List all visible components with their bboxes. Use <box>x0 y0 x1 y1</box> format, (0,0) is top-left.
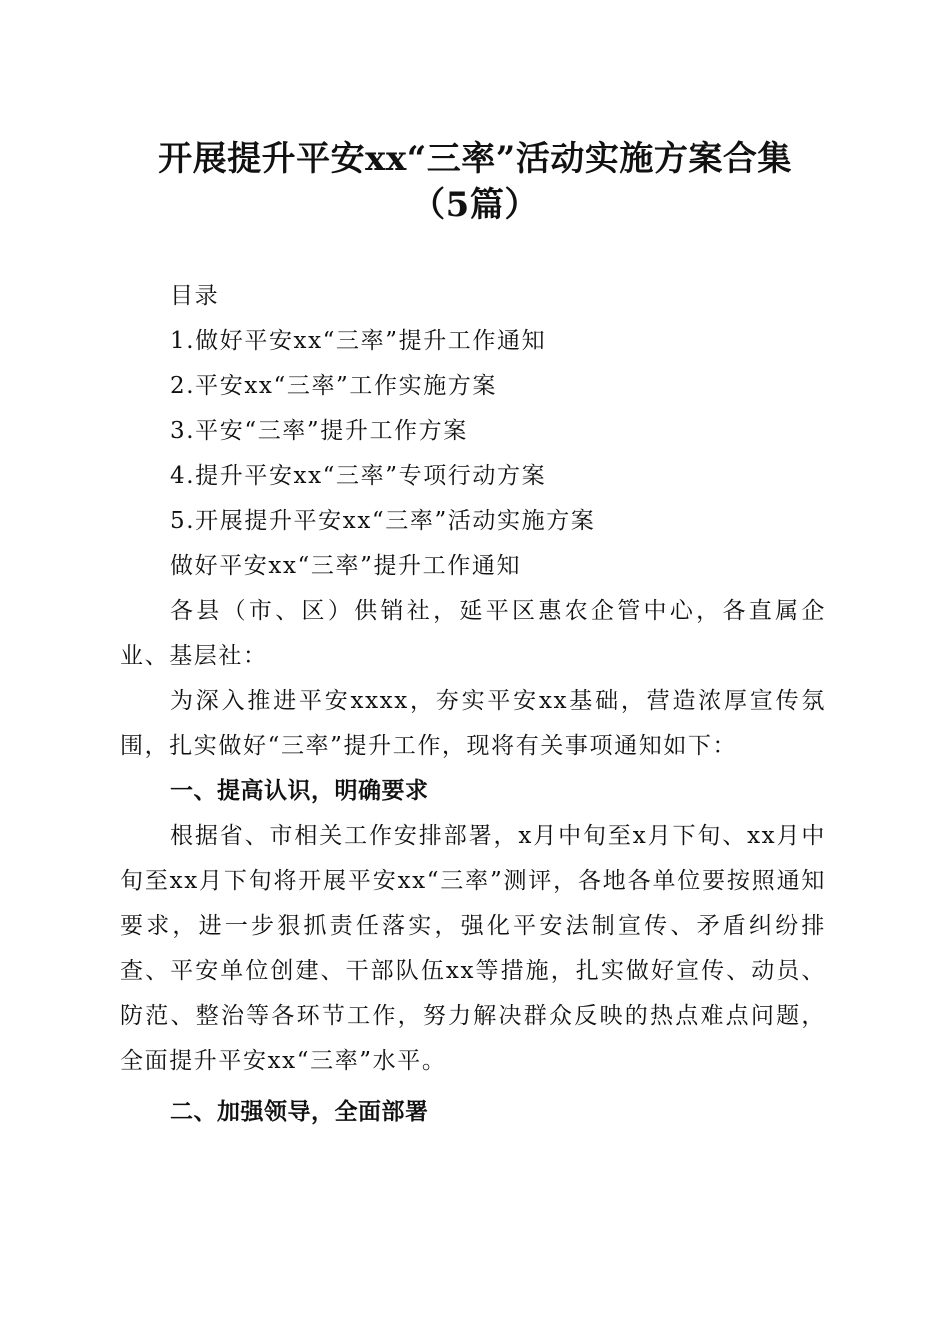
toc-item-5: 5.开展提升平安xx“三率”活动实施方案 <box>170 508 596 534</box>
section-1-heading: 一、提高认识，明确要求 <box>170 778 429 804</box>
article-title: 做好平安xx“三率”提升工作通知 <box>170 553 522 579</box>
document-body <box>120 274 826 1135</box>
toc-heading: 目录 <box>170 283 220 309</box>
toc-item-4: 4.提升平安xx“三率”专项行动方案 <box>170 463 547 489</box>
toc-item-3: 3.平安“三率”提升工作方案 <box>170 418 468 444</box>
title-line-2: （5篇） <box>411 185 539 225</box>
salutation-paragraph: 各县（市、区）供销社，延平区惠农企管中心，各直属企业、基层社： <box>120 598 826 669</box>
document-title <box>60 136 890 228</box>
title-line-1: 开展提升平安xx“三率”活动实施方案合集 <box>158 139 792 179</box>
section-1-paragraph: 根据省、市相关工作安排部署，x月中旬至x月下旬、xx月中旬至xx月下旬将开展平安xx“三率”测评，各地各单位要按照通知要求，进一步狠抓责任落实，强化平安法制宣传、矛盾纠纷排查、平安单位创建、干部队伍xx等措施，扎实做好宣传、动员、防范、整治等各环节工作，努力解决群众反映的热点难点问题，全面提升平安xx“三率”水平。 <box>120 823 826 1074</box>
section-2-heading: 二、加强领导，全面部署 <box>170 1099 429 1125</box>
intro-paragraph: 为深入推进平安xxxx，夯实平安xx基础，营造浓厚宣传氛围，扎实做好“三率”提升工作，现将有关事项通知如下： <box>120 688 826 759</box>
toc-item-2: 2.平安xx“三率”工作实施方案 <box>170 373 498 399</box>
toc-item-1: 1.做好平安xx“三率”提升工作通知 <box>170 328 547 354</box>
